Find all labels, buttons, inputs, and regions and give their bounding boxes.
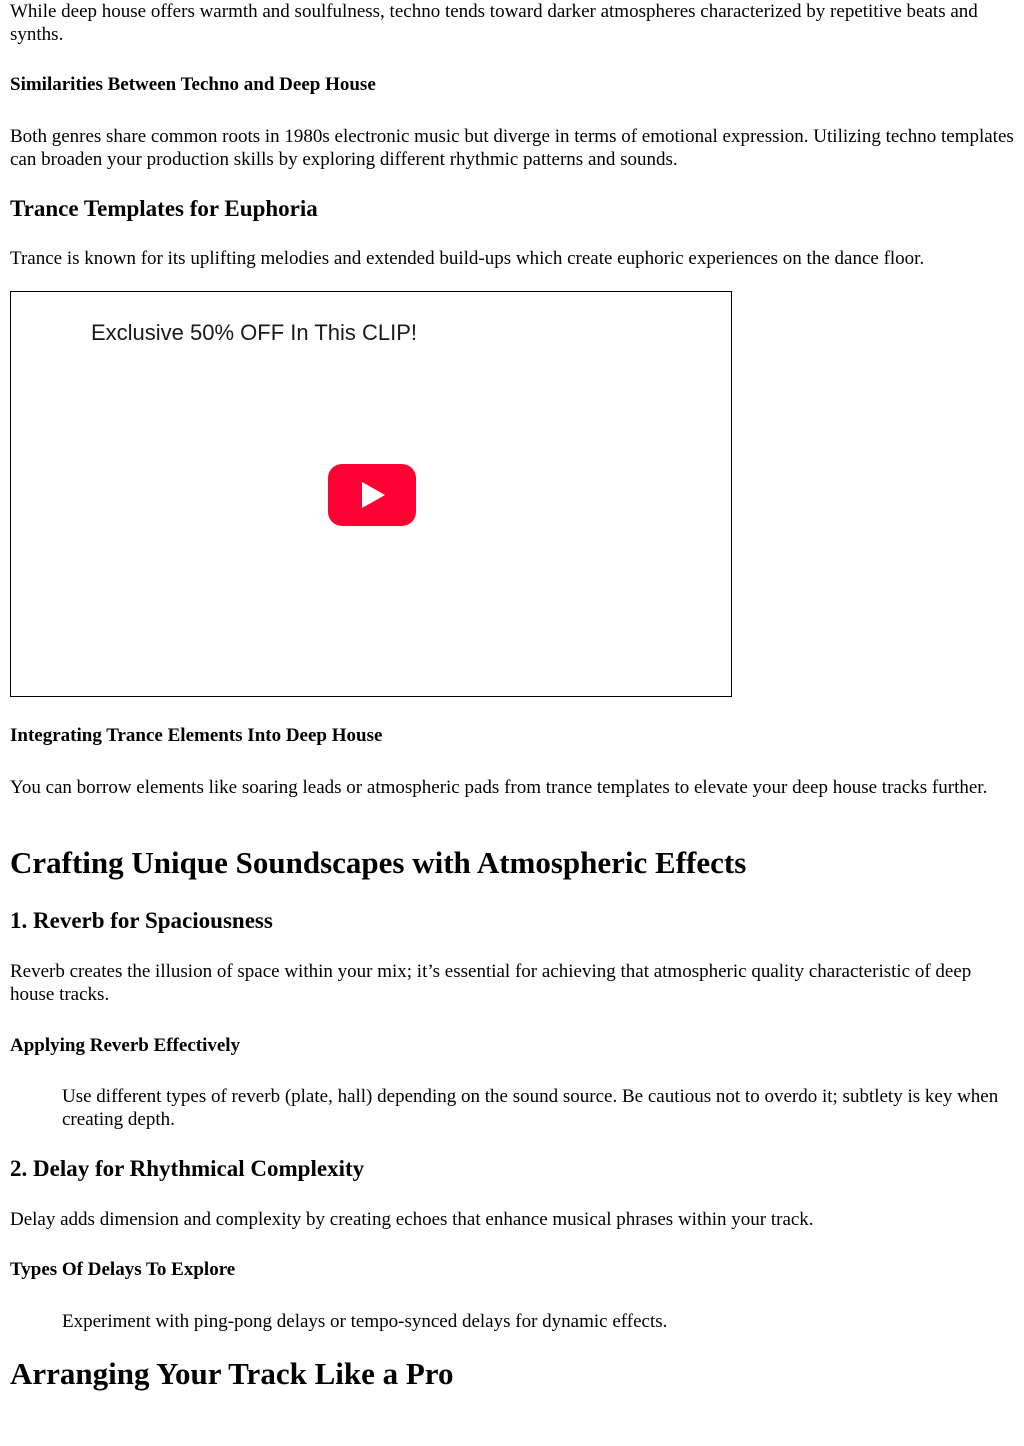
embedded-video[interactable] bbox=[10, 291, 732, 697]
delay-types-text: Experiment with ping-pong delays or tempo-synced delays for dynamic effects. bbox=[62, 1311, 668, 1332]
video-title[interactable]: Exclusive 50% OFF In This CLIP! bbox=[91, 320, 418, 345]
integrating-paragraph: You can borrow elements like soaring leads or atmospheric pads from trance templates to elevate your deep house tracks further. bbox=[10, 777, 988, 798]
similarities-paragraph: Both genres share common roots in 1980s electronic music but diverge in terms of emotional expression. Utilizing techno templates can broaden your production skills by exploring different rhythmic patterns and sounds. bbox=[10, 126, 1014, 170]
intro-paragraph: While deep house offers warmth and soulfulness, techno tends toward darker atmospheres characterized by repetitive beats and synths. bbox=[10, 1, 978, 45]
trance-paragraph: Trance is known for its uplifting melodies and extended build-ups which create euphoric experiences on the dance floor. bbox=[10, 248, 925, 269]
reverb-heading: 1. Reverb for Spaciousness bbox=[10, 908, 273, 933]
soundscapes-heading: Crafting Unique Soundscapes with Atmospheric Effects bbox=[10, 845, 747, 880]
trance-heading: Trance Templates for Euphoria bbox=[10, 196, 318, 221]
arranging-heading: Arranging Your Track Like a Pro bbox=[10, 1356, 454, 1391]
delay-types-heading: Types Of Delays To Explore bbox=[10, 1259, 236, 1280]
applying-reverb-text: Use different types of reverb (plate, hall) depending on the sound source. Be cautious not to overdo it; subtlety is key when creating depth. bbox=[62, 1086, 999, 1130]
youtube-play-icon[interactable] bbox=[328, 464, 416, 526]
integrating-heading: Integrating Trance Elements Into Deep House bbox=[10, 725, 383, 746]
delay-paragraph: Delay adds dimension and complexity by creating echoes that enhance musical phrases within your track. bbox=[10, 1209, 814, 1230]
applying-reverb-heading: Applying Reverb Effectively bbox=[10, 1035, 241, 1056]
delay-heading: 2. Delay for Rhythmical Complexity bbox=[10, 1156, 365, 1181]
similarities-heading: Similarities Between Techno and Deep House bbox=[10, 74, 376, 95]
reverb-paragraph: Reverb creates the illusion of space within your mix; it’s essential for achieving that atmospheric quality characteristic of deep house tracks. bbox=[10, 961, 972, 1005]
